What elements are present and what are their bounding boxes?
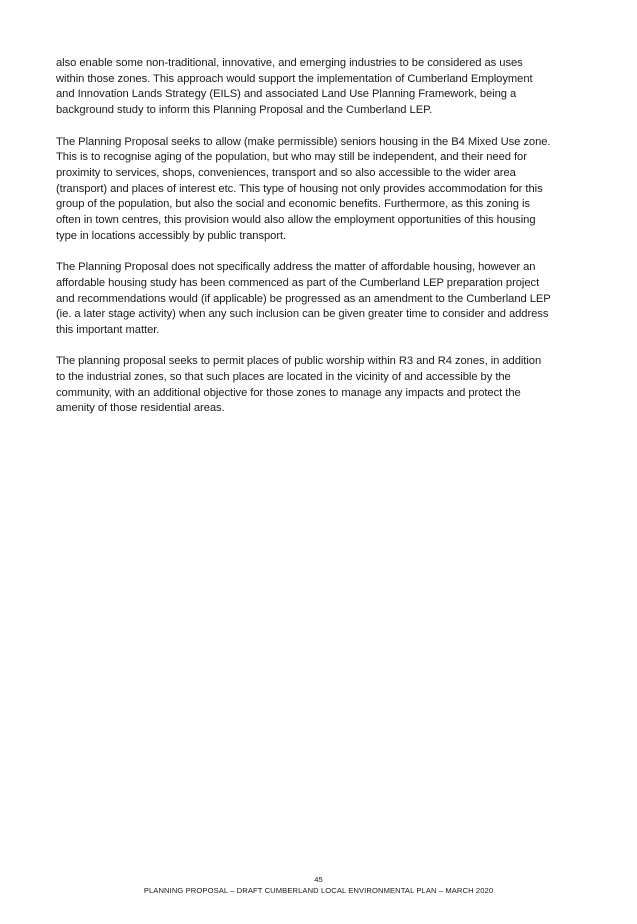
paragraph-public-worship: The planning proposal seeks to permit places of public worship within R3 and R4 zones, in addition to the industrial zones, so that such places are located in the vicinity of and accessible by the community, with an additional objective for those zones to manage any impacts and protect the amenity of those residential areas. — [56, 355, 542, 415]
page-number: 45 — [314, 875, 323, 884]
paragraph-eils: also enable some non-traditional, innovative, and emerging industries to be considered as uses within those zones. This approach would support the implementation of Cumberland Employment and Innovation Lands Strategy (EILS) and associated Land Use Planning Framework, being a background study to inform this Planning Proposal and the Cumberland LEP. — [56, 57, 533, 117]
body-text — [56, 56, 586, 433]
paragraph-affordable-housing: The Planning Proposal does not specifically address the matter of affordable housing, however an affordable housing study has been commenced as part of the Cumberland LEP preparation project and recommendations would (if applicable) be progressed as an amendment to the Cumberland LEP (ie. a later stage activity) when any such inclusion can be given greater time to consider and address this important matter. — [56, 261, 551, 336]
footer-document-title: PLANNING PROPOSAL – DRAFT CUMBERLAND LOCAL ENVIRONMENTAL PLAN – MARCH 2020 — [143, 886, 494, 895]
paragraph-seniors-housing: The Planning Proposal seeks to allow (make permissible) seniors housing in the B4 Mixed Use zone. This is to recognise aging of the population, but who may still be independent, and their need for proximity to services, shops, conveniences, transport and so also accessible to the wider area (transport) and places of interest etc. This type of housing not only provides accommodation for this group of the population, but also the social and economic benefits. Furthermore, as this zoning is often in town centres, this provision would also allow the employment opportunities of this housing type in locations accessibly by public transport. — [56, 135, 551, 242]
